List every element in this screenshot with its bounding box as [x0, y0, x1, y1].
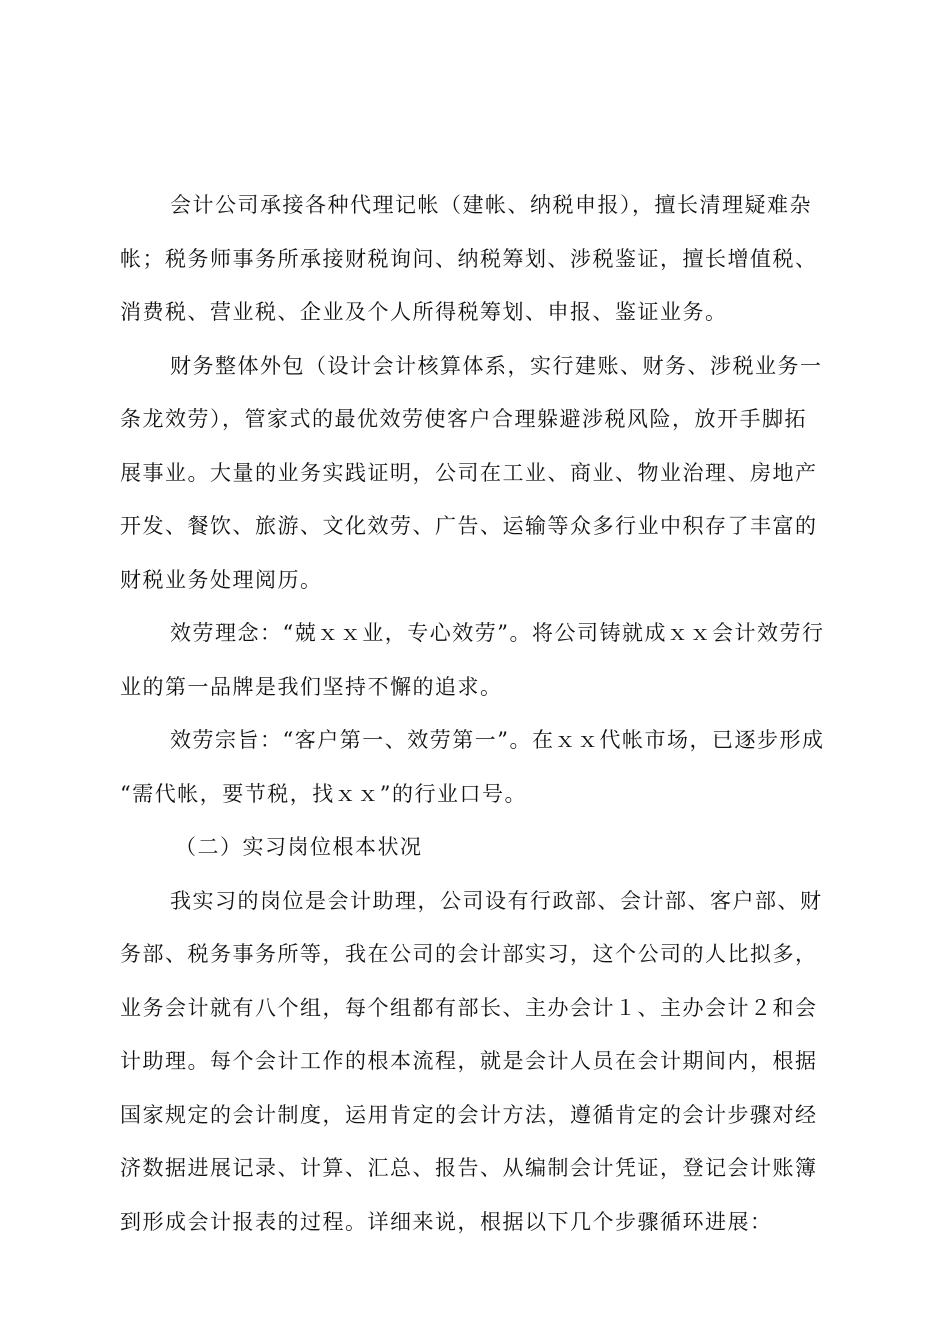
text-line: 开发、餐饮、旅游、文化效劳、广告、运输等众多行业中积存了丰富的	[120, 514, 818, 538]
text-line: 会计公司承接各种代理记帐（建帐、纳税申报），擅长清理疑难杂	[170, 193, 812, 217]
text-line: 国家规定的会计制度，运用肯定的会计方法，遵循肯定的会计步骤对经	[120, 1102, 818, 1127]
text-line: 我实习的岗位是会计助理，公司设有行政部、会计部、客户部、财	[170, 888, 823, 913]
text-line: 消费税、营业税、企业及个人所得税筹划、申报、鉴证业务。	[120, 300, 728, 324]
text-line: 到形成会计报表的过程。详细来说，根据以下几个步骤循环进展：	[120, 1209, 773, 1234]
document-body	[120, 179, 832, 1249]
paragraph-service-tenet	[120, 714, 832, 821]
text-line: 计助理。每个会计工作的根本流程，就是会计人员在会计期间内，根据	[120, 1049, 818, 1073]
paragraph-internship-position	[120, 875, 832, 1250]
text-line: 效劳宗旨：“客户第一、效劳第一”。在ｘｘ代帐市场，已逐步形成	[170, 728, 825, 752]
text-line: 条龙效劳），管家式的最优效劳使客户合理躲避涉税风险，放开手脚拓	[120, 407, 807, 431]
paragraph-outsourcing	[120, 340, 832, 608]
text-line: 业务会计就有八个组，每个组都有部长、主办会计１、主办会计２和会	[120, 995, 818, 1020]
text-line: 财务整体外包（设计会计核算体系，实行建账、财务、涉税业务一	[170, 353, 823, 378]
text-line: “需代帐，要节税，找ｘｘ”的行业口号。	[120, 781, 527, 806]
text-line: 业的第一品牌是我们坚持不懈的追求。	[120, 674, 503, 699]
paragraph-service-philosophy	[120, 607, 832, 714]
section-heading: （二）实习岗位根本状况	[175, 835, 423, 859]
text-line: 济数据进展记录、计算、汇总、报告、从编制会计凭证，登记会计账簿	[120, 1156, 818, 1180]
text-line: 效劳理念：“兢ｘｘ业，专心效劳”。将公司铸就成ｘｘ会计效劳行	[170, 621, 825, 645]
paragraph-services	[120, 179, 832, 340]
text-line: 务部、税务事务所等，我在公司的会计部实习，这个公司的人比拟多，	[120, 942, 818, 966]
text-line: 帐；税务师事务所承接财税询问、纳税筹划、涉税鉴证，擅长增值税、	[120, 246, 818, 271]
text-line: 财税业务处理阅历。	[120, 567, 323, 592]
text-line: 展事业。大量的业务实践证明，公司在工业、商业、物业治理、房地产	[120, 460, 818, 485]
